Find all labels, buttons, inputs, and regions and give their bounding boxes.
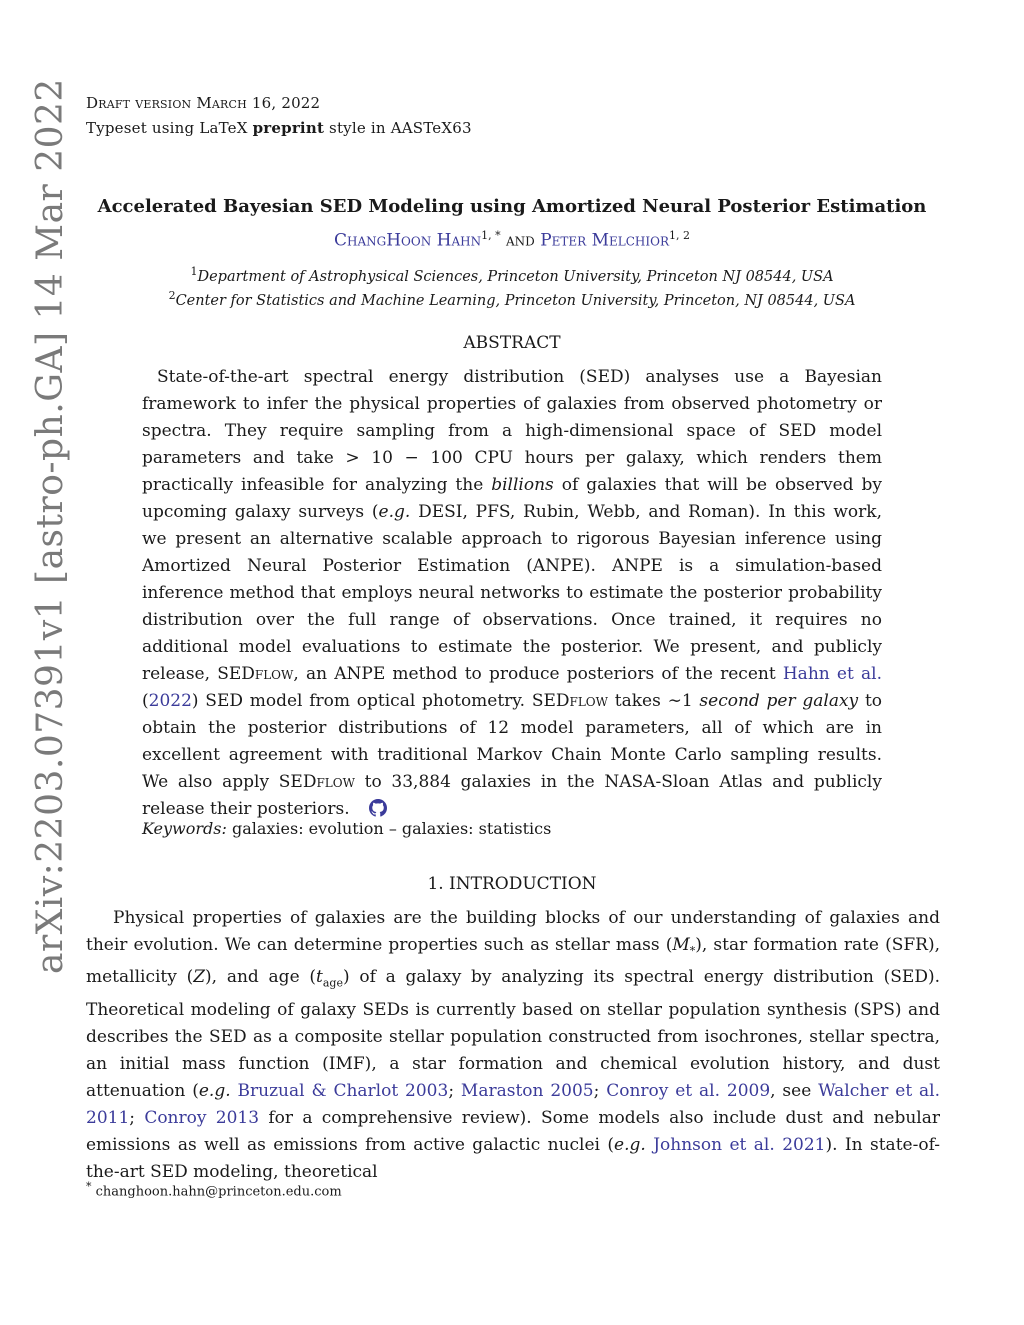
abstract-body: [142, 364, 882, 823]
paper-title: Accelerated Bayesian SED Modeling using Amortized Neural Posterior Estimation: [97, 196, 927, 217]
affiliation-2-num: 2: [168, 289, 176, 302]
intro-body: [86, 905, 940, 1186]
section-heading: 1. INTRODUCTION: [427, 874, 597, 894]
typeset-line: [86, 119, 472, 137]
ref-johnson-2021[interactable]: Johnson et al. 2021: [653, 1134, 826, 1155]
footnote: [86, 1180, 342, 1199]
intro-paragraph: Physical properties of galaxies are the building blocks of our understanding of galaxies and their evolution. We can determine properties such as stellar mass $(M_*)$, star formation rate (SFR), metallicity (Z), and age $(t_{age})$ of a galaxy by analyzing its spectral energy distribution (SED). Theoretical modeling of galaxy SEDs is currently based on stellar population synthesis (SPS) and describes the SED as a composite stellar population constructed from isochrones, stellar spectra, an initial mass function (IMF), a star formation and chemical evolution history, and dust attenuation (e.g. Bruzual & Charlot 2003; Maraston 2005; Conroy et al. 2009, see Walcher et al. 2011; Conroy 2013 for a comprehensive review). Some models also include dust and nebular emissions as well as emissions from active galactic nuclei (e.g. Johnson et al. 2021). In state-of-the-art SED modeling, theoretical: [86, 908, 941, 1182]
author-hahn[interactable]: ChangHoon Hahn: [334, 230, 482, 251]
ref-maraston-2005[interactable]: Maraston 2005: [460, 1080, 594, 1101]
author-line: [0, 229, 1024, 251]
ref-hahn-2022-year[interactable]: 2022: [148, 691, 192, 711]
affiliation-1: [0, 265, 1024, 285]
arxiv-stamp: arXiv:2203.07391v1 [astro-ph.GA] 14 Mar 2022: [30, 78, 71, 974]
affiliation-1-text: Department of Astrophysical Sciences, Princeton University, Princeton NJ 08544, USA: [197, 268, 834, 285]
ref-conroy-2009[interactable]: Conroy et al. 2009: [606, 1080, 771, 1101]
footnote-mark: *: [86, 1180, 92, 1193]
author-melchior[interactable]: Peter Melchior: [540, 230, 669, 251]
abstract-paragraph: State-of-the-art spectral energy distribution (SED) analyses use a Bayesian framework to infer the physical properties of galaxies from observed photometry or spectra. They require sampling from a high-dimensional space of SED model parameters and take > 10 − 100 CPU hours per galaxy, which renders them practically infeasible for analyzing the billions of galaxies that will be observed by upcoming galaxy surveys (e.g. DESI, PFS, Rubin, Webb, and Roman). In this work, we present an alternative scalable approach to rigorous Bayesian inference using Amortized Neural Posterior Estimation (ANPE). ANPE is a simulation-based inference method that employs neural networks to estimate the posterior probability distribution over the full range of observations. Once trained, it requires no additional model evaluations to estimate the posterior. We present, and publicly release, SEDflow, an ANPE method to produce posteriors of the recent Hahn et al. (2022) SED model from optical photometry. SEDflow takes ∼1 second per galaxy to obtain the posterior distributions of 12 model parameters, all of which are in excellent agreement with traditional Markov Chain Monte Carlo sampling results. We also apply SEDflow to 33,884 galaxies in the NASA-Sloan Atlas and publicly release their posteriors.: [142, 367, 883, 819]
keywords: [142, 819, 551, 838]
affiliation-2-text: Center for Statistics and Machine Learning, Princeton University, Princeton, NJ 08544, USA: [175, 292, 856, 309]
draft-line: Draft version March 16, 2022: [86, 94, 321, 112]
ref-bruzual-2003[interactable]: Bruzual & Charlot 2003: [237, 1080, 449, 1101]
affiliation-1-num: 1: [190, 265, 198, 278]
typeset-suffix: style in AASTeX63: [324, 119, 472, 137]
ref-hahn-2022[interactable]: Hahn et al.: [782, 664, 882, 684]
author2-affil: 1, 2: [669, 229, 690, 242]
abstract-heading: ABSTRACT: [463, 333, 561, 353]
author-and: and: [500, 230, 541, 251]
ref-conroy-2013[interactable]: Conroy 2013: [144, 1107, 260, 1128]
preprint-word: preprint: [252, 119, 325, 137]
affiliation-2: [0, 289, 1024, 309]
author1-affil: 1, *: [481, 229, 501, 242]
footnote-email[interactable]: changhoon.hahn@princeton.edu.com: [91, 1184, 342, 1200]
keywords-label: Keywords:: [142, 819, 227, 838]
ref-walcher-2011[interactable]: Walcher et al. 2011: [86, 1080, 941, 1128]
typeset-prefix: Typeset using: [86, 119, 200, 137]
keywords-text: galaxies: evolution – galaxies: statistics: [226, 819, 552, 838]
github-icon[interactable]: [354, 799, 372, 817]
latex-logo: LaTeX: [199, 119, 248, 137]
